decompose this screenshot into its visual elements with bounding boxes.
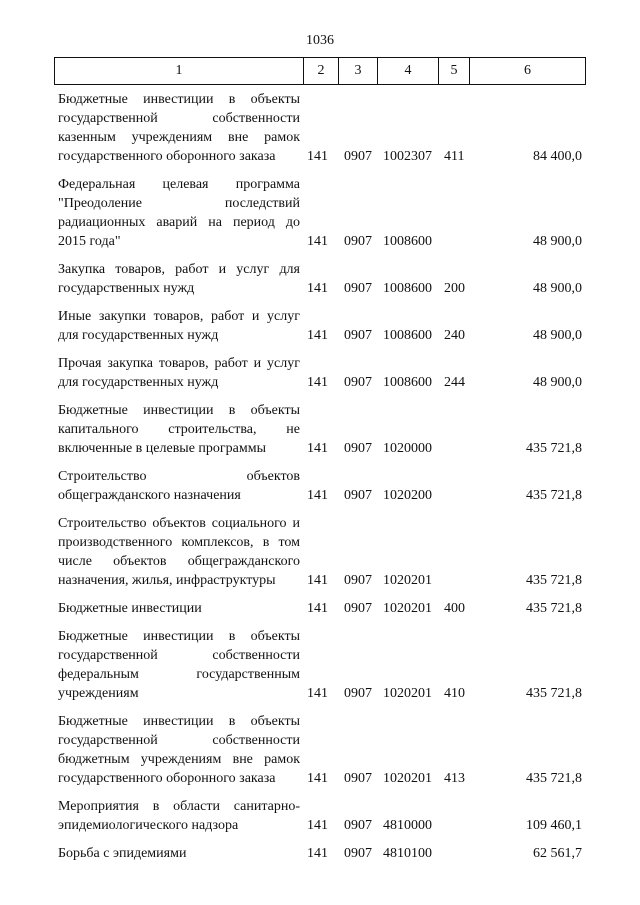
target-article-code: 1002307 xyxy=(383,149,432,164)
row-description: Строительство объектов общегражданского назначения xyxy=(58,469,300,503)
row-codes xyxy=(54,571,586,590)
table-row xyxy=(54,627,586,703)
ministry-code: 141 xyxy=(307,771,328,786)
row-codes xyxy=(54,486,586,505)
ministry-code: 141 xyxy=(307,441,328,456)
row-codes xyxy=(54,279,586,298)
row-description: Строительство объектов социального и производственного комплексов, в том числе объектов общегражданского назначения, жилья, инфраструктуры xyxy=(58,516,300,588)
target-article-code: 1020201 xyxy=(383,771,432,786)
target-article-code: 1020000 xyxy=(383,441,432,456)
table-row xyxy=(54,844,586,863)
row-codes xyxy=(54,373,586,392)
ministry-code: 141 xyxy=(307,601,328,616)
column-header-4: 4 xyxy=(378,58,439,85)
target-article-code: 4810100 xyxy=(383,846,432,861)
table-row xyxy=(54,90,586,166)
table-row xyxy=(54,467,586,505)
amount: 435 721,8 xyxy=(526,771,582,786)
ministry-code: 141 xyxy=(307,149,328,164)
expense-type-code: 411 xyxy=(444,149,465,164)
column-header-row xyxy=(55,58,586,85)
target-article-code: 1008600 xyxy=(383,234,432,249)
expense-type-code: 413 xyxy=(444,771,465,786)
amount: 435 721,8 xyxy=(526,488,582,503)
row-description: Борьба с эпидемиями xyxy=(58,846,187,861)
section-code: 0907 xyxy=(344,488,372,503)
section-code: 0907 xyxy=(344,686,372,701)
section-code: 0907 xyxy=(344,573,372,588)
amount: 435 721,8 xyxy=(526,441,582,456)
column-header-5: 5 xyxy=(439,58,470,85)
budget-rows xyxy=(54,90,586,872)
target-article-code: 1008600 xyxy=(383,375,432,390)
row-description: Иные закупки товаров, работ и услуг для государственных нужд xyxy=(58,309,300,343)
target-article-code: 1008600 xyxy=(383,328,432,343)
column-header-3: 3 xyxy=(339,58,378,85)
target-article-code: 1020201 xyxy=(383,686,432,701)
target-article-code: 1020200 xyxy=(383,488,432,503)
row-codes xyxy=(54,232,586,251)
row-description: Бюджетные инвестиции в объекты государственной собственности федеральным государственным учреждениям xyxy=(58,629,300,701)
ministry-code: 141 xyxy=(307,818,328,833)
row-codes xyxy=(54,326,586,345)
section-code: 0907 xyxy=(344,771,372,786)
table-row xyxy=(54,599,586,618)
section-code: 0907 xyxy=(344,234,372,249)
row-description: Бюджетные инвестиции в объекты государственной собственности казенным учреждениям вне рамок государственного оборонного заказа xyxy=(58,92,300,164)
expense-type-code: 400 xyxy=(444,601,465,616)
row-description: Бюджетные инвестиции в объекты государственной собственности бюджетным учреждениям вне рамок государственного оборонного заказа xyxy=(58,714,300,786)
table-row xyxy=(54,712,586,788)
table-row xyxy=(54,260,586,298)
amount: 435 721,8 xyxy=(526,601,582,616)
ministry-code: 141 xyxy=(307,846,328,861)
row-description: Бюджетные инвестиции в объекты капитального строительства, не включенные в целевые программы xyxy=(58,403,300,456)
ministry-code: 141 xyxy=(307,573,328,588)
table-row xyxy=(54,175,586,251)
section-code: 0907 xyxy=(344,281,372,296)
table-row xyxy=(54,307,586,345)
amount: 62 561,7 xyxy=(533,846,582,861)
target-article-code: 4810000 xyxy=(383,818,432,833)
section-code: 0907 xyxy=(344,375,372,390)
table-row xyxy=(54,797,586,835)
row-codes xyxy=(54,439,586,458)
amount: 84 400,0 xyxy=(533,149,582,164)
ministry-code: 141 xyxy=(307,375,328,390)
ministry-code: 141 xyxy=(307,488,328,503)
column-header-1: 1 xyxy=(55,58,304,85)
row-codes xyxy=(54,147,586,166)
target-article-code: 1020201 xyxy=(383,573,432,588)
amount: 435 721,8 xyxy=(526,573,582,588)
row-description: Закупка товаров, работ и услуг для государственных нужд xyxy=(58,262,300,296)
target-article-code: 1020201 xyxy=(383,601,432,616)
column-header-2: 2 xyxy=(304,58,339,85)
expense-type-code: 410 xyxy=(444,686,465,701)
section-code: 0907 xyxy=(344,601,372,616)
amount: 48 900,0 xyxy=(533,375,582,390)
amount: 48 900,0 xyxy=(533,234,582,249)
section-code: 0907 xyxy=(344,818,372,833)
expense-type-code: 240 xyxy=(444,328,465,343)
row-codes xyxy=(54,599,586,618)
row-description: Бюджетные инвестиции xyxy=(58,601,202,616)
expense-type-code: 244 xyxy=(444,375,465,390)
expense-type-code: 200 xyxy=(444,281,465,296)
table-row xyxy=(54,354,586,392)
ministry-code: 141 xyxy=(307,281,328,296)
amount: 48 900,0 xyxy=(533,328,582,343)
column-header-table xyxy=(54,57,586,85)
row-description: Федеральная целевая программа "Преодоление последствий радиационных аварий на период до 2015 года" xyxy=(58,177,300,249)
section-code: 0907 xyxy=(344,441,372,456)
section-code: 0907 xyxy=(344,149,372,164)
row-codes xyxy=(54,684,586,703)
table-row xyxy=(54,514,586,590)
table-row xyxy=(54,401,586,458)
row-codes xyxy=(54,844,586,863)
amount: 48 900,0 xyxy=(533,281,582,296)
amount: 109 460,1 xyxy=(526,818,582,833)
target-article-code: 1008600 xyxy=(383,281,432,296)
section-code: 0907 xyxy=(344,846,372,861)
page-number: 1036 xyxy=(306,33,334,48)
row-description: Мероприятия в области санитарно-эпидемиологического надзора xyxy=(58,799,300,833)
section-code: 0907 xyxy=(344,328,372,343)
ministry-code: 141 xyxy=(307,328,328,343)
ministry-code: 141 xyxy=(307,686,328,701)
row-description: Прочая закупка товаров, работ и услуг для государственных нужд xyxy=(58,356,300,390)
ministry-code: 141 xyxy=(307,234,328,249)
row-codes xyxy=(54,816,586,835)
row-codes xyxy=(54,769,586,788)
amount: 435 721,8 xyxy=(526,686,582,701)
column-header-6: 6 xyxy=(470,58,586,85)
